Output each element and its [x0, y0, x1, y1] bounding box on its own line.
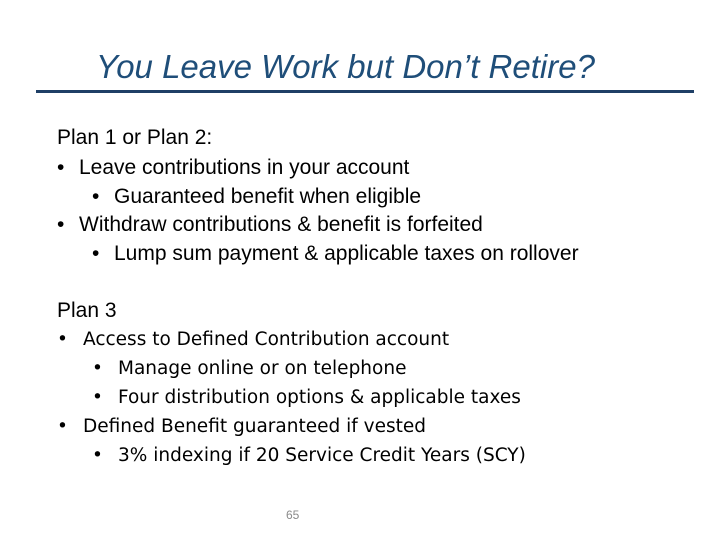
bullet-icon: • — [92, 185, 100, 208]
bullet-icon: • — [92, 387, 103, 408]
plan3-heading: Plan 3 — [57, 299, 117, 322]
list-item — [57, 416, 426, 437]
page-number: 65 — [286, 508, 300, 522]
list-item — [57, 329, 449, 350]
list-item-text: Lump sum payment & applicable taxes on rollover — [114, 242, 579, 265]
bullet-icon: • — [57, 329, 68, 350]
slide-title: You Leave Work but Don’t Retire? — [96, 48, 595, 85]
bullet-icon: • — [57, 156, 65, 179]
list-item — [92, 185, 421, 209]
list-item — [57, 213, 483, 237]
bullet-icon: • — [92, 358, 103, 379]
bullet-icon: • — [92, 242, 100, 265]
list-item-text: Manage online or on telephone — [118, 358, 407, 379]
bullet-icon: • — [57, 416, 68, 437]
plan12-heading: Plan 1 or Plan 2: — [57, 126, 213, 149]
list-item-text: Withdraw contributions & benefit is forfeited — [79, 213, 483, 236]
list-item-text: Four distribution options & applicable taxes — [118, 387, 521, 408]
list-item — [92, 242, 579, 266]
bullet-icon: • — [92, 445, 103, 466]
list-item-text: 3% indexing if 20 Service Credit Years (SCY) — [118, 445, 526, 466]
list-item — [57, 156, 409, 180]
list-item-text: Guaranteed benefit when eligible — [114, 185, 422, 208]
list-item — [92, 445, 526, 466]
list-item-text: Defined Benefit guaranteed if vested — [83, 416, 426, 437]
bullet-icon: • — [57, 213, 65, 236]
list-item — [92, 358, 406, 379]
list-item-text: Leave contributions in your account — [79, 156, 410, 179]
list-item-text: Access to Defined Contribution account — [83, 329, 450, 350]
list-item — [92, 387, 521, 408]
title-underline — [36, 90, 694, 93]
